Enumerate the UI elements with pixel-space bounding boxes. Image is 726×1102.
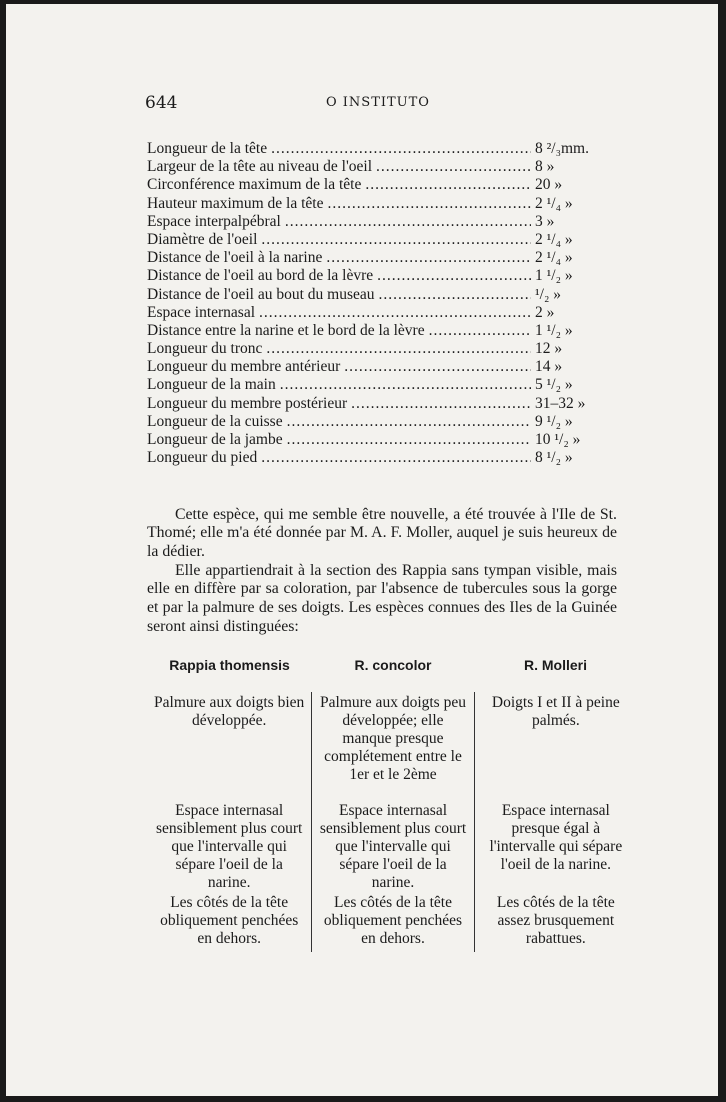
measurement-label: Longueur du tronc xyxy=(147,340,263,358)
leader-dots xyxy=(377,267,531,285)
leader-dots xyxy=(376,158,531,176)
measurement-label: Longueur du pied xyxy=(147,449,258,467)
leader-dots xyxy=(327,195,531,213)
measurement-label: Longueur de la cuisse xyxy=(147,412,283,430)
measurement-value: 5 ¹/₂ » xyxy=(535,376,573,394)
measurement-value: 8 ¹/₂ » xyxy=(535,449,573,467)
measurement-value: 9 ¹/₂ » xyxy=(535,412,573,430)
leader-dots xyxy=(344,358,531,376)
measurement-row xyxy=(147,431,617,449)
table-column xyxy=(311,692,474,952)
measurement-value: 20 » xyxy=(535,176,563,194)
measurement-value: ¹/₂ » xyxy=(535,285,561,303)
leader-dots xyxy=(429,322,531,340)
paragraph-description xyxy=(147,506,617,562)
paragraph-text: Cette espèce, qui me semble être nouvelle, a été trouvée à l'Ile de St. Thomé; elle m'a été donnée par M. A. F. Moller, auquel je suis heureux de la dédier. xyxy=(147,505,617,560)
measurement-row xyxy=(147,304,617,322)
measurement-label: Longueur du membre postérieur xyxy=(147,394,348,412)
measurement-label: Distance de l'oeil au bout du museau xyxy=(147,285,375,303)
measurement-label: Longueur du membre antérieur xyxy=(147,358,341,376)
measurement-value: 2 » xyxy=(535,303,555,321)
leader-dots xyxy=(326,249,531,267)
table-cell: Les côtés de la tête obliquement penchées en dehors. xyxy=(160,894,299,947)
measurement-row xyxy=(147,376,617,394)
measurement-label: Hauteur maximum de la tête xyxy=(147,194,324,212)
measurement-value: 2 ¹/₄ » xyxy=(535,230,573,248)
paragraph-text: Elle appartiendrait à la section des Rappia sans tympan visible, mais elle en diffère par sa coloration, par l'absence de tubercules sous la gorge et par la palmure de ses doigts. Les espèces connues des Iles de la Guinée seront ainsi distinguées: xyxy=(147,561,617,635)
table-cell: Les côtés de la tête obliquement penchées en dehors. xyxy=(323,894,463,947)
leader-dots xyxy=(351,395,531,413)
leader-dots xyxy=(261,449,531,467)
leader-dots xyxy=(287,413,531,431)
leader-dots xyxy=(280,376,531,394)
page-number: 644 xyxy=(145,93,178,113)
table-cell: Palmure aux doigts bien développée. xyxy=(154,694,305,729)
measurement-row xyxy=(147,176,617,194)
measurement-row xyxy=(147,449,617,467)
page-header xyxy=(6,93,718,117)
table-column xyxy=(147,692,311,952)
measurement-row xyxy=(147,213,617,231)
measurement-value: 12 » xyxy=(535,340,563,358)
measurement-row xyxy=(147,158,617,176)
leader-dots xyxy=(378,286,531,304)
measurement-label: Longueur de la tête xyxy=(147,140,268,157)
measurement-row xyxy=(147,267,617,285)
measurement-row xyxy=(147,413,617,431)
table-cell: Espace internasal sensiblement plus court que l'intervalle qui sépare l'oeil de la narine. xyxy=(155,802,303,891)
measurements-list xyxy=(147,140,617,467)
table-header xyxy=(147,652,637,692)
measurement-label: Largeur de la tête au niveau de l'oeil xyxy=(147,158,372,176)
leader-dots xyxy=(266,340,531,358)
measurement-value: 10 ¹/₂ » xyxy=(535,431,581,448)
measurement-label: Espace interpalpébral xyxy=(147,212,281,230)
measurement-row xyxy=(147,249,617,267)
measurement-value: 3 » xyxy=(535,212,555,230)
column-header: Rappia thomensis xyxy=(169,657,290,673)
leader-dots xyxy=(259,304,531,322)
measurement-row xyxy=(147,195,617,213)
measurement-value: 1 ¹/₂ » xyxy=(535,267,573,285)
leader-dots xyxy=(261,231,531,249)
table-cell: Espace internasal sensiblement plus court que l'intervalle qui sépare l'oeil de la narine. xyxy=(319,802,467,891)
measurement-row xyxy=(147,286,617,304)
measurement-label: Longueur de la main xyxy=(147,376,276,394)
measurement-label: Espace internasal xyxy=(147,303,256,321)
comparison-table xyxy=(147,652,637,952)
measurement-value: 8 » xyxy=(535,158,555,176)
measurement-label: Distance de l'oeil au bord de la lèvre xyxy=(147,267,374,285)
measurement-value: 2 ¹/₄ » xyxy=(535,249,573,267)
measurement-row xyxy=(147,231,617,249)
measurement-label: Diamètre de l'oeil xyxy=(147,230,258,248)
measurement-value: 8 ²/₃mm. xyxy=(535,140,589,157)
column-header: R. concolor xyxy=(354,657,432,673)
table-cell: Palmure aux doigts peu développée; elle manque presque complétement entre le 1er et le 2ème xyxy=(320,694,466,783)
measurement-value: 31–32 » xyxy=(535,394,586,412)
running-head: O INSTITUTO xyxy=(326,95,430,110)
leader-dots xyxy=(365,176,531,194)
measurement-row xyxy=(147,340,617,358)
measurement-value: 14 » xyxy=(535,358,563,376)
leader-dots xyxy=(285,213,531,231)
measurement-row xyxy=(147,140,617,158)
measurement-label: Distance entre la narine et le bord de la lèvre xyxy=(147,321,425,339)
leader-dots xyxy=(271,140,531,158)
column-header: R. Molleri xyxy=(523,657,587,673)
measurement-value: 1 ¹/₂ » xyxy=(535,321,573,339)
table-cell: Espace internasal presque égal à l'intervalle qui sépare l'oeil de la narine. xyxy=(489,802,623,873)
measurement-label: Circonférence maximum de la tête xyxy=(147,176,362,194)
measurement-row xyxy=(147,358,617,376)
table-column xyxy=(475,692,637,952)
table-body xyxy=(147,692,637,952)
measurement-value: 2 ¹/₄ » xyxy=(535,194,573,212)
measurement-row xyxy=(147,322,617,340)
measurement-label: Longueur de la jambe xyxy=(147,431,283,448)
measurement-label: Distance de l'oeil à la narine xyxy=(147,249,323,267)
page xyxy=(6,4,718,1096)
measurement-row xyxy=(147,395,617,413)
paragraph-comparison xyxy=(147,562,617,636)
table-cell: Doigts I et II à peine palmés. xyxy=(491,694,620,729)
table-cell: Les côtés de la tête assez brusquement rabattues. xyxy=(496,894,615,947)
leader-dots xyxy=(287,431,531,449)
